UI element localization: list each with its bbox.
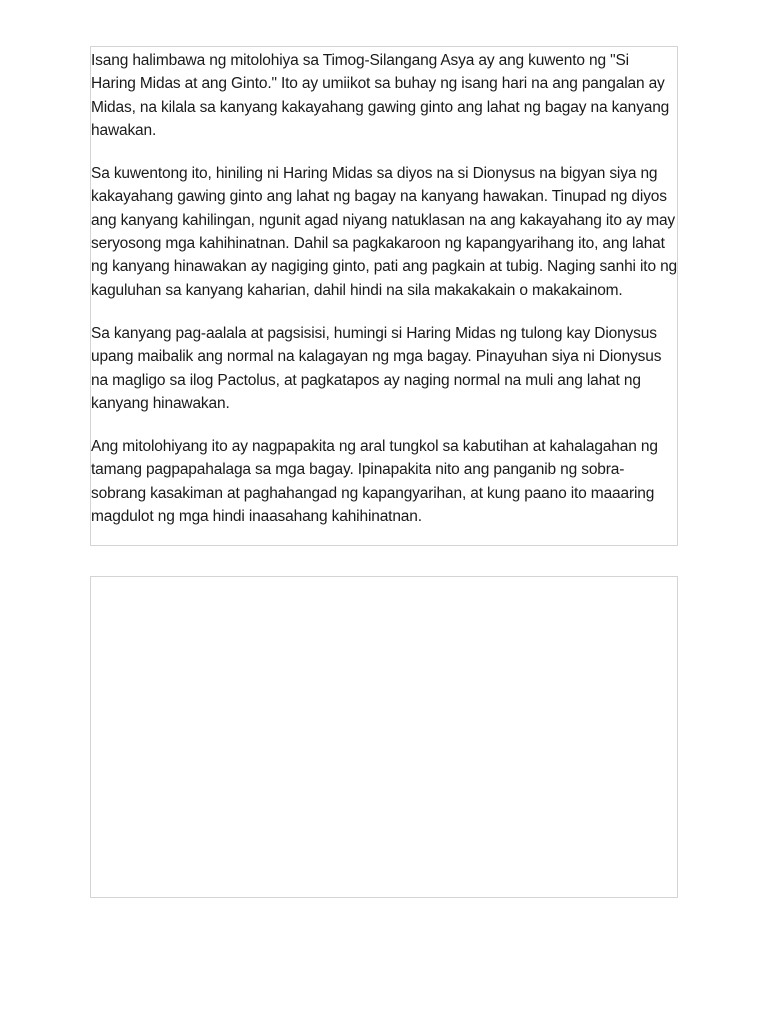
paragraph-intro: Isang halimbawa ng mitolohiya sa Timog-Silangang Asya ay ang kuwento ng "Si Haring Midas at ang Ginto." Ito ay umiikot sa buhay ng isang hari na ang pangalan ay Midas, na kilala sa kanyang kakayahang gawing ginto ang lahat ng bagay na kanyang hawakan. [91,52,670,139]
paragraph-resolution: Sa kanyang pag-aalala at pagsisisi, humingi si Haring Midas ng tulong kay Dionysus upang maibalik ang normal na kalagayan ng mga bagay. Pinayuhan siya ni Dionysus na magligo sa ilog Pactolus, at pagkatapos ay naging normal na muli ang lahat ng kanyang hinawakan. [91,324,662,412]
paragraph-moral: Ang mitolohiyang ito ay nagpapakita ng aral tungkol sa kabutihan at kahalagahan ng tamang pagpapahalaga sa mga bagay. Ipinapakita nito ang panganib ng sobra-sobrang kasakiman at paghahangad ng kapangyarihan, at kung paano ito maaaring magdulot ng mga hindi inaasahang kahihinatnan. [91,438,658,526]
text-content-box[interactable] [90,46,678,546]
empty-content-box[interactable] [90,576,678,898]
paragraph-story: Sa kuwentong ito, hiniling ni Haring Midas sa diyos na si Dionysus na bigyan siya ng kakayahang gawing ginto ang lahat ng bagay na kanyang hawakan. Tinupad ng diyos ang kanyang kahilingan, ngunit agad niyang natuklasan na ang kakayahang ito ay may seryosong mga kahihinatnan. Dahil sa pagkakaroon ng kapangyarihang ito, ang lahat ng kanyang hinawakan ay nagiging ginto, pati ang pagkain at tubig. Naging sanhi ito ng kaguluhan sa kanyang kaharian, dahil hindi na sila makakakain o makakainom. [91,165,678,299]
